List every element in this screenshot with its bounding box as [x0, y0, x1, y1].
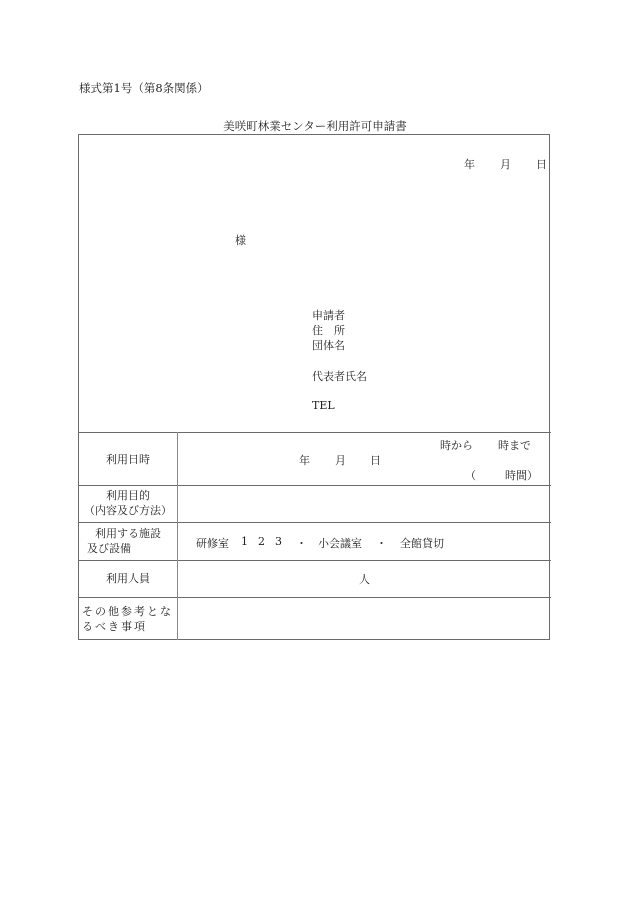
separator-dot: ・	[376, 537, 387, 550]
other-notes-label	[79, 604, 177, 634]
duration-hours: 時間）	[505, 469, 538, 482]
facilities-label-line1: 利用する施設	[95, 527, 161, 540]
other-notes-label-line1: その他参考とな	[82, 605, 173, 618]
row-divider	[78, 432, 551, 433]
purpose-label-line1: 利用目的	[106, 489, 150, 502]
option-whole-building: 全館貸切	[400, 537, 444, 550]
date-year: 年	[464, 158, 475, 171]
tel-label: TEL	[312, 399, 335, 412]
facilities-label-line2: 及び設備	[87, 542, 131, 555]
room-number-3: 3	[275, 535, 282, 548]
row-divider	[78, 485, 551, 486]
option-training-room: 研修室	[196, 537, 229, 550]
attendees-unit: 人	[359, 573, 370, 586]
option-small-meeting-room: 小会議室	[318, 537, 362, 550]
usage-month: 月	[335, 454, 346, 467]
form-id: 様式第1号（第8条関係）	[79, 81, 209, 95]
applicant-heading: 申請者	[312, 309, 345, 322]
time-to: 時まで	[498, 439, 531, 452]
attendees-label: 利用人員	[106, 572, 150, 585]
room-number-1: 1	[241, 535, 248, 548]
column-divider	[177, 432, 178, 640]
document-title: 美咲町林業センター利用許可申請書	[223, 119, 407, 133]
date-day: 日	[536, 158, 547, 171]
purpose-label-line2: （内容及び方法）	[84, 504, 172, 517]
row-divider	[78, 560, 551, 561]
date-month: 月	[500, 158, 511, 171]
purpose-label	[79, 488, 177, 518]
time-from: 時から	[440, 439, 473, 452]
separator-dot: ・	[296, 537, 307, 550]
group-name-label: 団体名	[312, 339, 345, 352]
room-number-2: 2	[258, 535, 265, 548]
facilities-label	[79, 526, 177, 556]
row-divider	[78, 522, 551, 523]
row-divider	[78, 597, 551, 598]
usage-datetime-label: 利用日時	[106, 453, 150, 466]
representative-name-label: 代表者氏名	[312, 370, 367, 383]
other-notes-label-line2: るべき事項	[82, 620, 147, 633]
application-form-table	[78, 134, 550, 640]
usage-day: 日	[370, 454, 381, 467]
duration-open: （	[465, 469, 476, 482]
usage-year: 年	[299, 454, 310, 467]
addressee-suffix: 様	[235, 234, 246, 247]
address-label: 住 所	[312, 324, 345, 337]
